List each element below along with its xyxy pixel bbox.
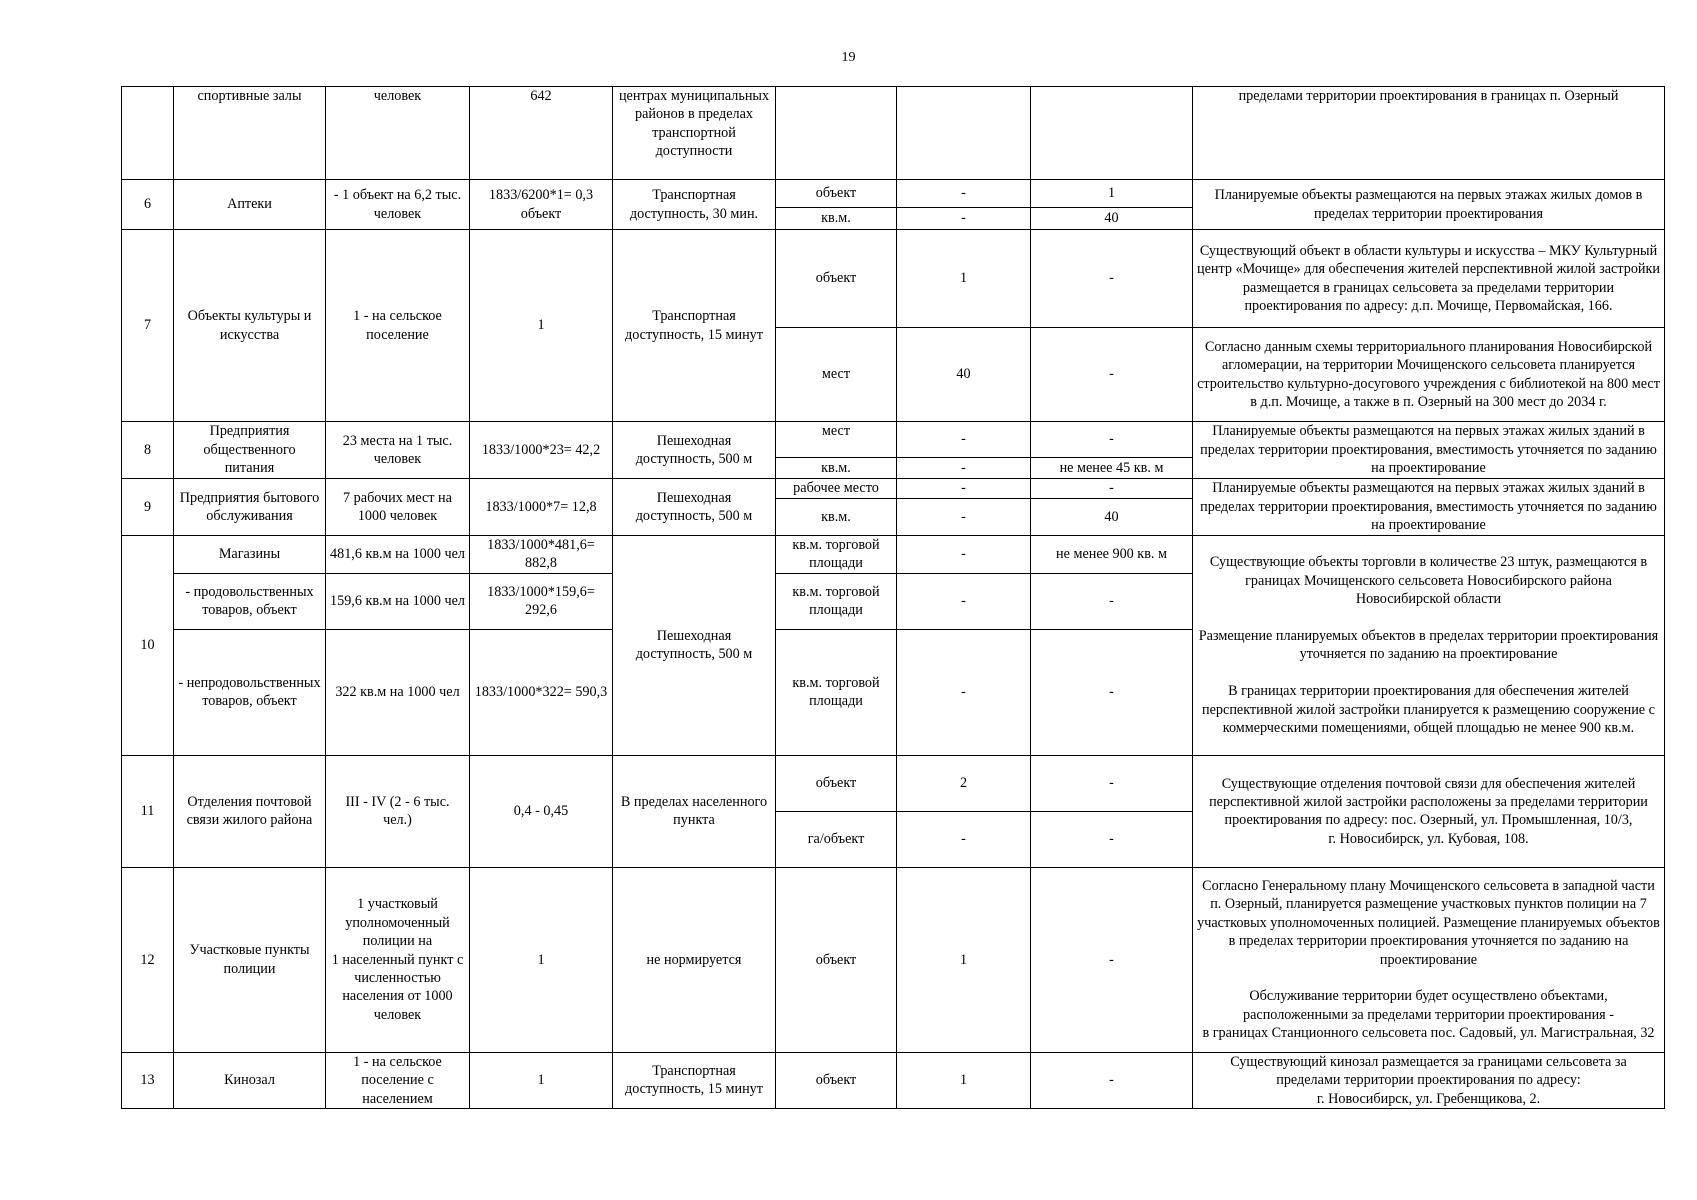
table-row xyxy=(122,230,1665,328)
row-number-cell: 10 xyxy=(122,536,174,756)
note-cell: Планируемые объекты размещаются на первых этажах жилых зданий в пределах территории проектирования, вместимость уточняется по заданию на проектирование xyxy=(1193,422,1665,479)
row-number-cell: 8 xyxy=(122,422,174,479)
unit-cell: кв.м. торговой площади xyxy=(776,629,897,755)
planned-cell: - xyxy=(1031,755,1193,811)
unit-cell: объект xyxy=(776,180,897,208)
planned-cell: - xyxy=(1031,573,1193,629)
accessibility-cell: центрах муниципальных районов в пределах транспортной доступности xyxy=(613,87,776,180)
norm-cell: III - IV (2 - 6 тыс. чел.) xyxy=(326,755,470,867)
norm-cell: 1 - на сельское поселение xyxy=(326,230,470,422)
table-row xyxy=(122,536,1665,574)
unit-cell: объект xyxy=(776,867,897,1052)
norm-cell: 481,6 кв.м на 1000 чел xyxy=(326,536,470,574)
norm-cell: 1 участковый уполномоченный полиции на 1 населенный пункт с численностью населения от 1000 человек xyxy=(326,867,470,1052)
row-number-cell: 13 xyxy=(122,1052,174,1108)
norm-cell: 1 - на сельское поселение с населением xyxy=(326,1052,470,1108)
page-number: 19 xyxy=(841,50,856,65)
object-name-cell: Аптеки xyxy=(174,180,326,230)
unit-cell: объект xyxy=(776,230,897,328)
planned-cell: - xyxy=(1031,328,1193,422)
existing-cell: - xyxy=(897,208,1031,230)
planned-cell: 1 xyxy=(1031,180,1193,208)
existing-cell: 40 xyxy=(897,328,1031,422)
existing-cell: - xyxy=(897,458,1031,479)
norm-cell: - 1 объект на 6,2 тыс. человек xyxy=(326,180,470,230)
object-name-cell: Предприятия бытового обслуживания xyxy=(174,479,326,536)
table-row xyxy=(122,1052,1665,1108)
row-number-cell: 6 xyxy=(122,180,174,230)
row-number-cell xyxy=(122,87,174,180)
object-name-cell: Участковые пункты полиции xyxy=(174,867,326,1052)
unit-cell: рабочее место xyxy=(776,479,897,499)
calculation-cell: 1833/6200*1= 0,3 объект xyxy=(470,180,613,230)
calculation-cell: 1833/1000*23= 42,2 xyxy=(470,422,613,479)
note-cell: Планируемые объекты размещаются на первых этажах жилых домов в пределах территории проектирования xyxy=(1193,180,1665,230)
accessibility-cell: Пешеходная доступность, 500 м xyxy=(613,422,776,479)
table-row xyxy=(122,180,1665,208)
object-name-cell: спортивные залы xyxy=(174,87,326,180)
calculation-cell: 1833/1000*481,6= 882,8 xyxy=(470,536,613,574)
planned-cell: - xyxy=(1031,629,1193,755)
existing-cell: - xyxy=(897,180,1031,208)
calculation-cell: 1833/1000*322= 590,3 xyxy=(470,629,613,755)
note-cell: Существующие отделения почтовой связи для обеспечения жителей перспективной жилой застройки расположены за пределами территории проектирования по адресу: пос. Озерный, ул. Промышленная, 10/3, г. Новосибирск, ул. Кубовая, 108. xyxy=(1193,755,1665,867)
note-cell: Существующие объекты торговли в количестве 23 штук, размещаются в границах Мочищенского сельсовета Новосибирского района Новосибирской области Размещение планируемых объектов в пределах территории проектирования уточняется по заданию на проектирование В границах территории проектирования для обеспечения жителей перспективной жилой застройки планируется к размещению сооружение с коммерческими помещениями, общей площадью не менее 900 кв.м. xyxy=(1193,536,1665,756)
accessibility-cell: Транспортная доступность, 15 минут xyxy=(613,1052,776,1108)
existing-cell: 1 xyxy=(897,230,1031,328)
norm-cell: 159,6 кв.м на 1000 чел xyxy=(326,573,470,629)
table-row xyxy=(122,422,1665,458)
existing-cell: - xyxy=(897,811,1031,867)
existing-cell: - xyxy=(897,479,1031,499)
accessibility-cell: Транспортная доступность, 30 мин. xyxy=(613,180,776,230)
existing-cell: 1 xyxy=(897,1052,1031,1108)
planned-cell: - xyxy=(1031,811,1193,867)
existing-cell: - xyxy=(897,536,1031,574)
calculation-cell: 1833/1000*159,6= 292,6 xyxy=(470,573,613,629)
table-row xyxy=(122,867,1665,1052)
accessibility-cell: не нормируется xyxy=(613,867,776,1052)
row-number-cell: 11 xyxy=(122,755,174,867)
unit-cell: кв.м. торговой площади xyxy=(776,573,897,629)
services-table xyxy=(121,86,1665,1109)
existing-cell: - xyxy=(897,629,1031,755)
existing-cell: - xyxy=(897,422,1031,458)
unit-cell: объект xyxy=(776,755,897,811)
norm-cell: 322 кв.м на 1000 чел xyxy=(326,629,470,755)
unit-cell xyxy=(776,87,897,180)
accessibility-cell: Пешеходная доступность, 500 м xyxy=(613,479,776,536)
object-name-cell: Предприятия общественного питания xyxy=(174,422,326,479)
calculation-cell: 1 xyxy=(470,230,613,422)
object-name-cell: Кинозал xyxy=(174,1052,326,1108)
calculation-cell: 0,4 - 0,45 xyxy=(470,755,613,867)
existing-cell xyxy=(897,87,1031,180)
norm-cell: 23 места на 1 тыс. человек xyxy=(326,422,470,479)
calculation-cell: 1 xyxy=(470,1052,613,1108)
calculation-cell: 1833/1000*7= 12,8 xyxy=(470,479,613,536)
object-name-cell: - продовольственных товаров, объект xyxy=(174,573,326,629)
planned-cell: не менее 900 кв. м xyxy=(1031,536,1193,574)
unit-cell: кв.м. торговой площади xyxy=(776,536,897,574)
unit-cell: мест xyxy=(776,328,897,422)
accessibility-cell: Пешеходная доступность, 500 м xyxy=(613,536,776,756)
planned-cell: - xyxy=(1031,479,1193,499)
unit-cell: кв.м. xyxy=(776,208,897,230)
note-cell: Существующий объект в области культуры и искусства – МКУ Культурный центр «Мочище» для обеспечения жителей перспективной жилой застройки размещается в границах сельсовета за пределами территории проектирования по адресу: д.п. Мочище, Первомайская, 166. xyxy=(1193,230,1665,328)
planned-cell: - xyxy=(1031,867,1193,1052)
existing-cell: - xyxy=(897,499,1031,536)
existing-cell: - xyxy=(897,573,1031,629)
table-row xyxy=(122,755,1665,811)
note-cell: Согласно данным схемы территориального планирования Новосибирской агломерации, на территории Мочищенского сельсовета планируется строительство культурно-досугового учреждения с библиотекой на 800 мест в д.п. Мочище, а также в п. Озерный на 300 мест до 2034 г. xyxy=(1193,328,1665,422)
object-name-cell: Отделения почтовой связи жилого района xyxy=(174,755,326,867)
table-row xyxy=(122,87,1665,180)
existing-cell: 2 xyxy=(897,755,1031,811)
calculation-cell: 642 xyxy=(470,87,613,180)
existing-cell: 1 xyxy=(897,867,1031,1052)
planned-cell: - xyxy=(1031,422,1193,458)
note-cell: Согласно Генеральному плану Мочищенского сельсовета в западной части п. Озерный, планируется размещение участковых пунктов полиции на 7 участковых уполномоченных полицией. Размещение планируемых объектов в пределах территории проектирования уточняется по заданию на проектирование Обслуживание территории будет осуществлено объектами, расположенными за пределами территории проектирования - в границах Станционного сельсовета пос. Садовый, ул. Магистральная, 32 xyxy=(1193,867,1665,1052)
accessibility-cell: В пределах населенного пункта xyxy=(613,755,776,867)
norm-cell: 7 рабочих мест на 1000 человек xyxy=(326,479,470,536)
unit-cell: мест xyxy=(776,422,897,458)
unit-cell: объект xyxy=(776,1052,897,1108)
planned-cell: 40 xyxy=(1031,499,1193,536)
unit-cell: кв.м. xyxy=(776,499,897,536)
row-number-cell: 12 xyxy=(122,867,174,1052)
planned-cell: - xyxy=(1031,230,1193,328)
calculation-cell: 1 xyxy=(470,867,613,1052)
accessibility-cell: Транспортная доступность, 15 минут xyxy=(613,230,776,422)
table-row xyxy=(122,479,1665,499)
note-cell: Планируемые объекты размещаются на первых этажах жилых зданий в пределах территории проектирования, вместимость уточняется по заданию на проектирование xyxy=(1193,479,1665,536)
row-number-cell: 7 xyxy=(122,230,174,422)
planned-cell: не менее 45 кв. м xyxy=(1031,458,1193,479)
unit-cell: га/объект xyxy=(776,811,897,867)
norm-cell: человек xyxy=(326,87,470,180)
object-name-cell: Объекты культуры и искусства xyxy=(174,230,326,422)
planned-cell: 40 xyxy=(1031,208,1193,230)
row-number-cell: 9 xyxy=(122,479,174,536)
planned-cell: - xyxy=(1031,1052,1193,1108)
object-name-cell: Магазины xyxy=(174,536,326,574)
note-cell: пределами территории проектирования в границах п. Озерный xyxy=(1193,87,1665,180)
planned-cell xyxy=(1031,87,1193,180)
unit-cell: кв.м. xyxy=(776,458,897,479)
note-cell: Существующий кинозал размещается за границами сельсовета за пределами территории проектирования по адресу: г. Новосибирск, ул. Гребенщикова, 2. xyxy=(1193,1052,1665,1108)
object-name-cell: - непродовольственных товаров, объект xyxy=(174,629,326,755)
